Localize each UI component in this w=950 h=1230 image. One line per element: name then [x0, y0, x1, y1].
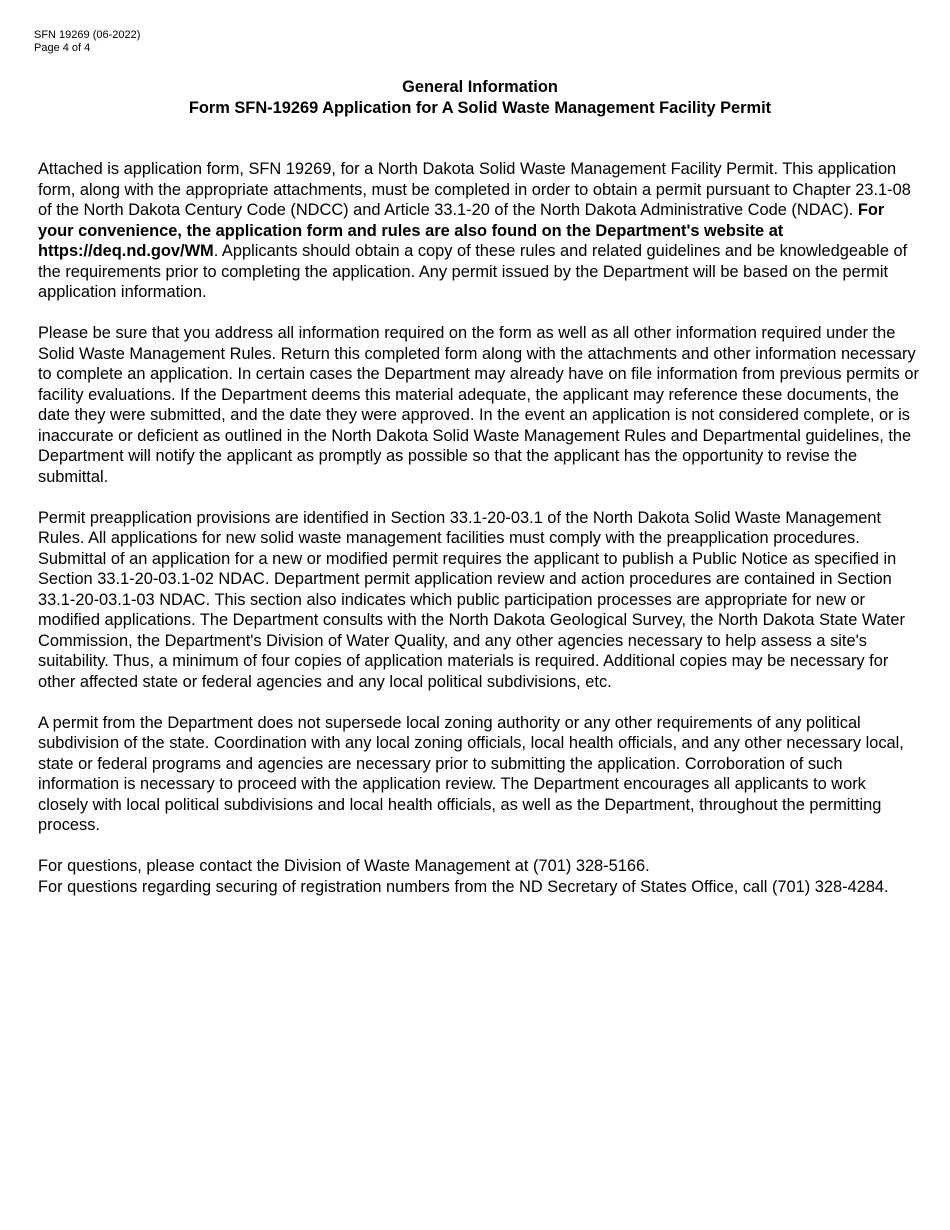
page-title [0, 77, 950, 119]
document-body [38, 159, 919, 918]
paragraph-preapplication: Permit preapplication provisions are identified in Section 33.1-20-03.1 of the North Dakota Solid Waste Management Rules. All applications for new solid waste management facilities must comply with the preapplication procedures. Submittal of an application for a new or modified permit requires the applicant to publish a Public Notice as specified in Section 33.1-20-03.1-02 NDAC. Department permit application review and action procedures are contained in Section 33.1-20-03.1-03 NDAC. This section also indicates which public participation processes are appropriate for new or modified applications. The Department consults with the North Dakota Geological Survey, the North Dakota State Water Commission, the Department's Division of Water Quality, and any other agencies necessary to help assess a site's suitability. Thus, a minimum of four copies of application materials is required. Additional copies may be necessary for other affected state or federal agencies and any local political subdivisions, etc. [38, 508, 906, 691]
paragraph-requirements: Please be sure that you address all information required on the form as well as all other information required under the Solid Waste Management Rules. Return this completed form along with the attachments and other information necessary to complete an application. In certain cases the Department may already have on file information from previous permits or facility evaluations. If the Department deems this material adequate, the applicant may reference these documents, the date they were submitted, and the date they were approved. In the event an application is not considered complete, or is inaccurate or deficient as outlined in the North Dakota Solid Waste Management Rules and Departmental guidelines, the Department will notify the applicant as promptly as possible so that the applicant has the opportunity to revise the submittal. [38, 324, 919, 486]
intro-website-notice: For your convenience, the application form and rules are also found on the Department's website at https://deq.nd.gov/WM [38, 201, 885, 260]
paragraph-local-authority: A permit from the Department does not supersede local zoning authority or any other requirements of any political subdivision of the state. Coordination with any local zoning officials, local health officials, and any other necessary local, state or federal programs and agencies are necessary prior to submitting the application. Corroboration of such information is necessary to proceed with the application review. The Department encourages all applicants to work closely with local political subdivisions and local health officials, as well as the Department, throughout the permitting process. [38, 713, 904, 834]
title-line-2: Form SFN-19269 Application for A Solid Waste Management Facility Permit [188, 99, 772, 117]
form-number: SFN 19269 (06-2022) [34, 29, 141, 41]
intro-text-end: . Applicants should obtain a copy of these rules and related guidelines and be knowledgeable of the requirements prior to completing the application. Any permit issued by the Department will be based on the permit application information. [38, 242, 908, 301]
form-identifier [34, 29, 140, 55]
contact-waste-management: For questions, please contact the Division of Waste Management at (701) 328-5166. [38, 857, 650, 875]
paragraph-intro [38, 159, 919, 303]
contact-secretary-of-state: For questions regarding securing of registration numbers from the ND Secretary of States Office, call (701) 328-4284. [38, 877, 889, 896]
paragraph-contacts [38, 856, 919, 897]
title-line-1: General Information [402, 78, 558, 96]
page-number: Page 4 of 4 [34, 42, 91, 54]
intro-text-start: Attached is application form, SFN 19269, for a North Dakota Solid Waste Management Facility Permit. This application form, along with the appropriate attachments, must be completed in order to obtain a permit pursuant to Chapter 23.1-08 of the North Dakota Century Code (NDCC) and Article 33.1-20 of the North Dakota Administrative Code (NDAC). [38, 160, 911, 219]
